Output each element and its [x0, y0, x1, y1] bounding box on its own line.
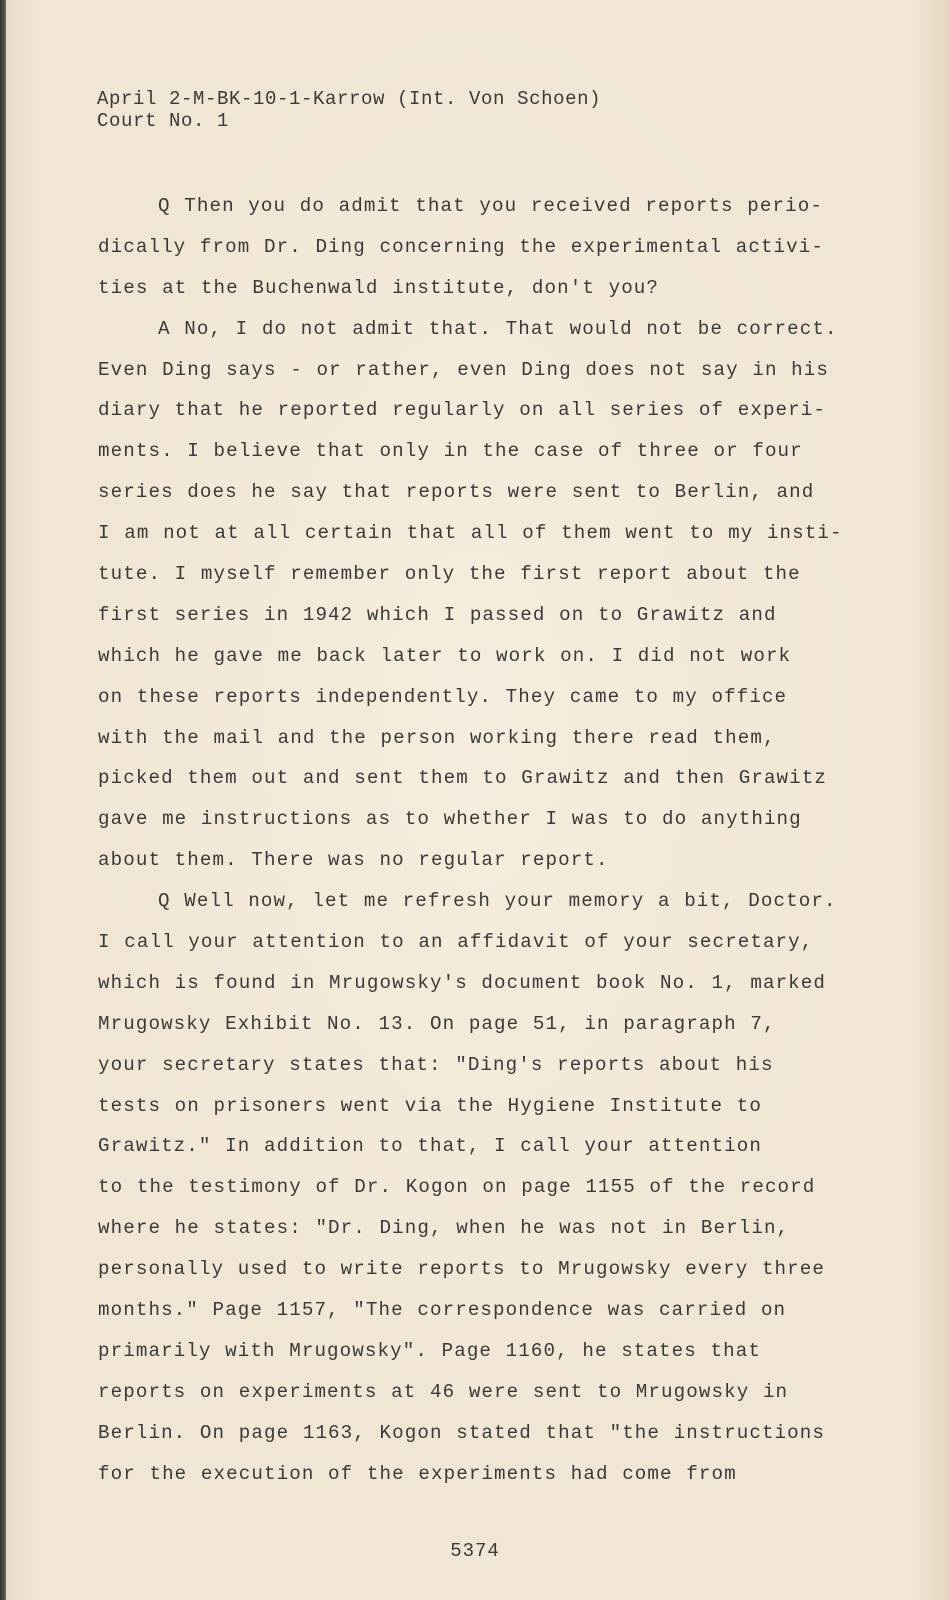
transcript-line: personally used to write reports to Mrugowsky every three — [98, 1258, 826, 1281]
transcript-line: Q Then you do admit that you received reports perio- — [158, 195, 823, 217]
transcript-line: about them. There was no regular report. — [98, 849, 609, 872]
transcript-line: Even Ding says - or rather, even Ding does not say in his — [98, 358, 830, 381]
transcript-line: tute. I myself remember only the first report about the — [98, 563, 801, 586]
transcript-line: reports on experiments at 46 were sent to Mrugowsky in — [98, 1380, 789, 1403]
transcript-line: Berlin. On page 1163, Kogon stated that "the instructions — [98, 1421, 826, 1444]
transcript-line: Grawitz." In addition to that, I call your attention — [98, 1135, 762, 1158]
transcript-line: where he states: "Dr. Ding, when he was not in Berlin, — [98, 1217, 790, 1240]
transcript-line: series does he say that reports were sent to Berlin, and — [98, 481, 815, 504]
transcript-line: primarily with Mrugowsky". Page 1160, he states that — [98, 1339, 761, 1362]
transcript-line: your secretary states that: "Ding's reports about his — [98, 1053, 774, 1076]
transcript-line: to the testimony of Dr. Kogon on page 1155 of the record — [98, 1176, 816, 1199]
transcript-line: gave me instructions as to whether I was to do anything — [98, 808, 802, 831]
transcript-body — [98, 186, 843, 1495]
page-edge-shadow — [0, 0, 6, 1600]
transcript-line: months." Page 1157, "The correspondence was carried on — [98, 1299, 787, 1322]
transcript-line: for the execution of the experiments had come from — [98, 1462, 737, 1485]
transcript-line: A No, I do not admit that. That would not be correct. — [158, 317, 838, 340]
transcript-line: picked them out and sent them to Grawitz and then Grawitz — [98, 767, 828, 790]
transcript-line: tests on prisoners went via the Hygiene Institute to — [98, 1094, 762, 1117]
transcript-line: Q Well now, let me refresh your memory a bit, Doctor. — [158, 890, 837, 913]
transcript-line: on these reports independently. They came to my office — [98, 685, 788, 708]
transcript-line: dically from Dr. Ding concerning the experimental activi- — [98, 235, 825, 258]
page-number: 5374 — [450, 1540, 500, 1562]
header-reference-line: April 2-M-BK-10-1-Karrow (Int. Von Schoen) — [97, 88, 602, 110]
transcript-line: diary that he reported regularly on all series of experi- — [98, 399, 827, 422]
transcript-line: ments. I believe that only in the case of three or four — [98, 440, 803, 463]
transcript-line: Mrugowsky Exhibit No. 13. On page 51, in paragraph 7, — [98, 1012, 776, 1035]
document-header — [97, 88, 601, 132]
transcript-line: I am not at all certain that all of them went to my insti- — [98, 522, 843, 545]
transcript-line: which he gave me back later to work on. I did not work — [98, 644, 792, 667]
transcript-line: with the mail and the person working there read them, — [98, 726, 776, 749]
transcript-line: ties at the Buchenwald institute, don't you? — [98, 276, 660, 299]
header-court-line: Court No. 1 — [97, 110, 230, 132]
transcript-line: first series in 1942 which I passed on to Grawitz and — [98, 603, 777, 626]
transcript-line: which is found in Mrugowsky's document book No. 1, marked — [98, 971, 827, 994]
transcript-line: I call your attention to an affidavit of your secretary, — [98, 931, 814, 954]
